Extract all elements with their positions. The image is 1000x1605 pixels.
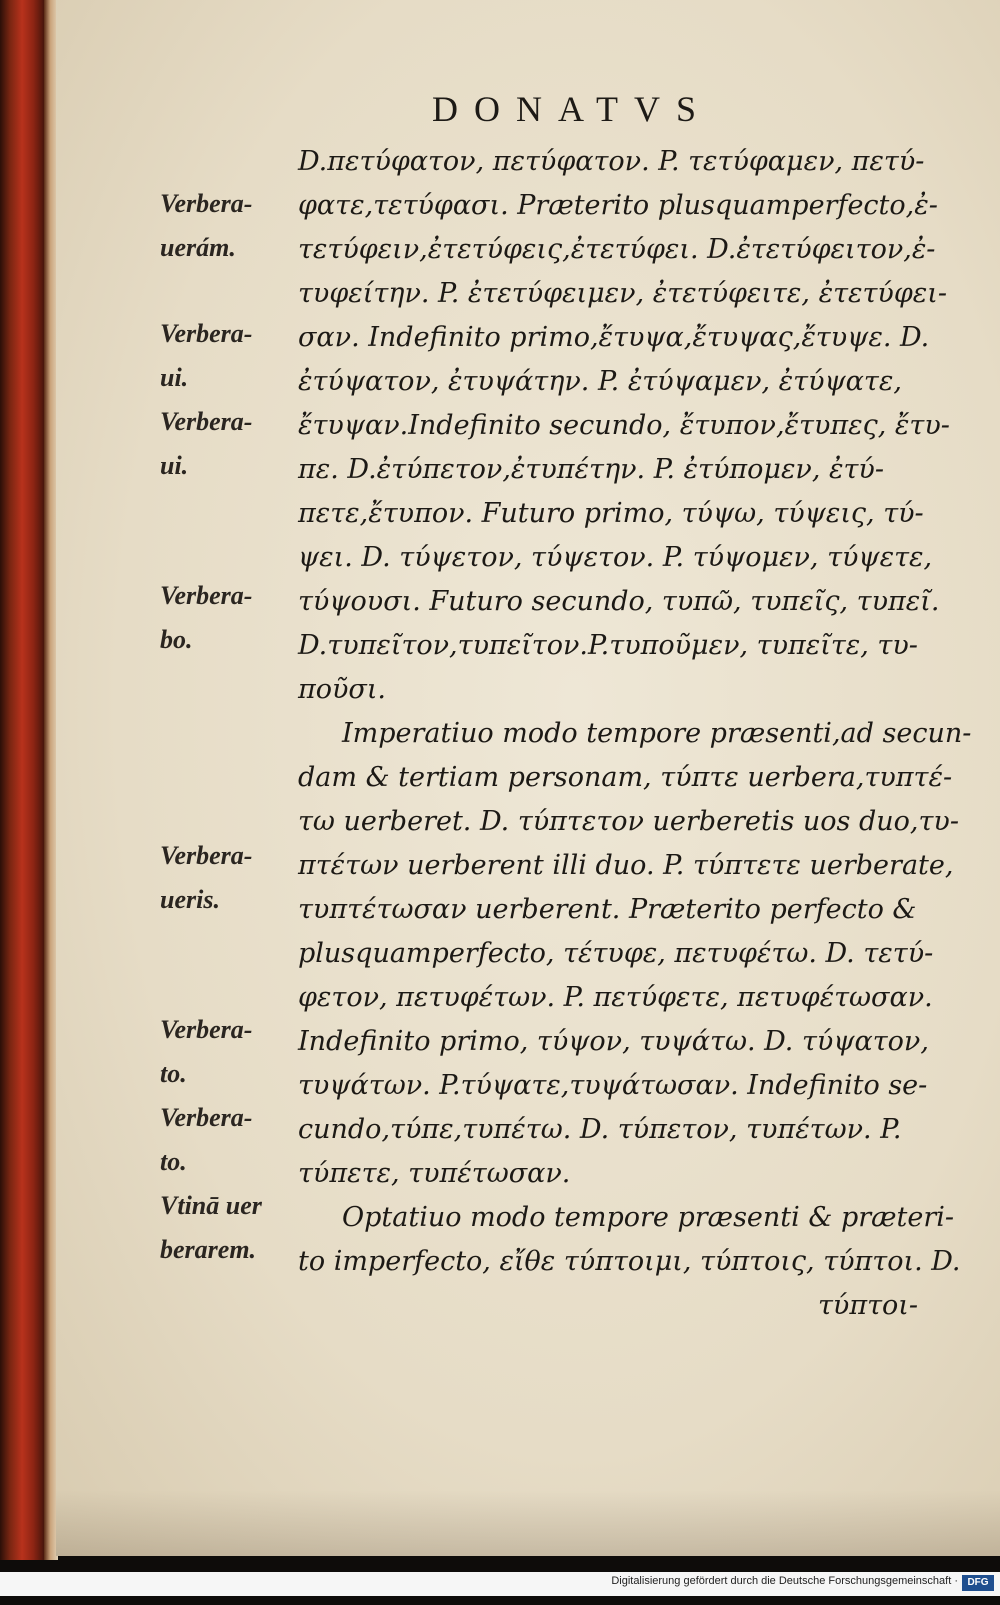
margin-note: to. xyxy=(160,1147,187,1176)
text-line: ψει. D. τύψετον, τύψετον. P. τύψομεν, τύψετε, xyxy=(298,542,933,573)
footer-credit: Digitalisierung gefördert durch die Deutsche Forschungsgemeinschaft · xyxy=(611,1575,958,1587)
margin-note: berarem. xyxy=(160,1235,257,1264)
text-line: τυψάτων. P.τύψατε,τυψάτωσαν. Indefinito se- xyxy=(298,1070,928,1101)
text-line: πετε,ἔτυπον. Futuro primo, τύψω, τύψεις, τύ- xyxy=(298,498,924,529)
page-shadow xyxy=(56,1490,1000,1556)
text-line: Optatiuo modo tempore præsenti & præteri- xyxy=(342,1202,955,1233)
catchword: τύπτοι- xyxy=(818,1290,918,1321)
text-line: ἐτύψατον, ἐτυψάτην. P. ἐτύψαμεν, ἐτύψατε, xyxy=(298,366,902,397)
text-line: Imperatiuo modo tempore præsenti,ad secun- xyxy=(342,718,972,749)
running-head: DONATVS xyxy=(432,89,713,129)
dfg-logo-icon: DFG xyxy=(962,1575,994,1591)
margin-note: to. xyxy=(160,1059,187,1088)
text-line: dam & tertiam personam, τύπτε uerbera,τυπτέ- xyxy=(298,762,953,793)
text-line: πε. D.ἐτύπετον,ἐτυπέτην. P. ἐτύπομεν, ἐτύ- xyxy=(298,454,884,485)
margin-note: ueris. xyxy=(160,885,220,914)
text-line: πτέτων uerberent illi duo. P. τύπτετε uerberate, xyxy=(298,850,954,881)
text-line: ἔτυψαν.Indefinito secundo, ἔτυπον,ἔτυπες, ἔτυ- xyxy=(298,410,950,441)
digitization-footer xyxy=(0,1572,1000,1596)
text-line: τω uerberet. D. τύπτετον uerberetis uos duo,τυ- xyxy=(298,806,959,837)
margin-note: Verbera- xyxy=(160,407,253,436)
text-line: φατε,τετύφασι. Præterito plusquamperfecto,ἐ- xyxy=(298,190,938,221)
text-line: plusquamperfecto, τέτυφε, πετυφέτω. D. τετύ- xyxy=(298,938,934,969)
text-line: cundo,τύπε,τυπέτω. D. τύπετον, τυπέτων. P. xyxy=(298,1114,902,1145)
margin-note: Vtinā uer xyxy=(160,1191,262,1220)
margin-note: Verbera- xyxy=(160,581,253,610)
margin-note: bo. xyxy=(160,625,193,654)
margin-note: Verbera- xyxy=(160,189,253,218)
text-line: τύψουσι. Futuro secundo, τυπῶ, τυπεῖς, τυπεῖ. xyxy=(298,586,940,617)
margin-note: Verbera- xyxy=(160,841,253,870)
margin-note: uerám. xyxy=(160,233,236,262)
text-line: τύπετε, τυπέτωσαν. xyxy=(298,1158,571,1189)
text-line: τυφείτην. P. ἐτετύφειμεν, ἐτετύφειτε, ἐτετύφει- xyxy=(298,278,947,309)
book-binding-edge xyxy=(0,0,46,1560)
margin-note: Verbera- xyxy=(160,1015,253,1044)
text-line: D.πετύφατον, πετύφατον. P. τετύφαμεν, πετύ- xyxy=(298,146,925,177)
margin-note: Verbera- xyxy=(160,1103,253,1132)
text-line: τετύφειν,ἐτετύφεις,ἐτετύφει. D.ἐτετύφειτον,ἐ- xyxy=(298,234,936,265)
margin-note: ui. xyxy=(160,363,189,392)
margin-note: ui. xyxy=(160,451,189,480)
text-line: D.τυπεῖτον,τυπεῖτον.P.τυποῦμεν, τυπεῖτε, τυ- xyxy=(298,630,918,661)
text-line: Indefinito primo, τύψον, τυψάτω. D. τύψατον, xyxy=(298,1026,929,1057)
text-line: to imperfecto, εἴθε τύπτοιμι, τύπτοις, τύπτοι. D. xyxy=(298,1246,961,1277)
text-line: σαν. Indefinito primo,ἔτυψα,ἔτυψας,ἔτυψε. D. xyxy=(298,322,930,353)
text-line: φετον, πετυφέτων. P. πετύφετε, πετυφέτωσαν. xyxy=(298,982,933,1013)
margin-note: Verbera- xyxy=(160,319,253,348)
text-line: τυπτέτωσαν uerberent. Præterito perfecto & xyxy=(298,894,917,925)
text-line: ποῦσι. xyxy=(298,674,387,705)
